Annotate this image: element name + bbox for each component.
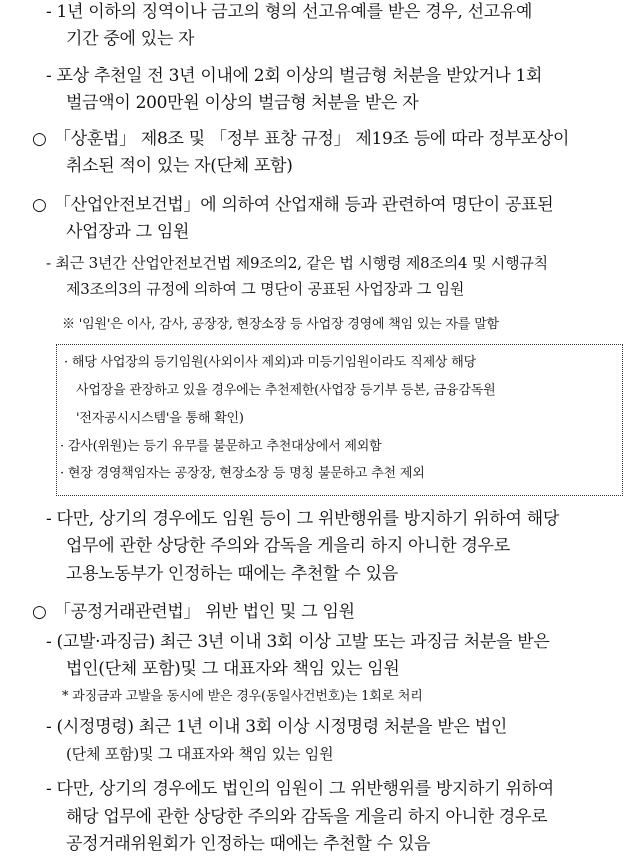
circle-bullet-icon: ○ xyxy=(32,602,47,622)
circle-item-text: 「상훈법」 제8조 및 「정부 표창 규정」 제19조 등에 따라 정부포상이 xyxy=(54,129,570,149)
dash-item-exception-fair-trade-cont2: 공정거래위원회가 인정하는 때에는 추천할 수 있음 xyxy=(66,834,431,854)
dash-item-exception-fair-trade-cont: 해당 업무에 관한 상당한 주의와 감독을 게을리 하지 아니한 경우로 xyxy=(66,807,548,827)
dash-item-penalty-cont: 법인(단체 포함)및 그 대표자와 책임 있는 임원 xyxy=(66,659,400,679)
dash-item-exception-labor-cont2: 고용노동부가 인정하는 때에는 추천할 수 있음 xyxy=(66,564,398,584)
dash-item-suspended-sentence-cont: 기간 중에 있는 자 xyxy=(66,29,195,49)
dash-item-correction-order-cont: (단체 포함)및 그 대표자와 책임 있는 임원 xyxy=(66,745,334,763)
dash-item-exception-fair-trade: - 다만, 상기의 경우에도 법인의 임원이 그 위반행위를 방지하기 위하여 xyxy=(46,779,554,799)
circle-item-industrial-safety-cont: 사업장과 그 임원 xyxy=(66,222,190,242)
circle-bullet-icon: ○ xyxy=(32,129,47,149)
note-officer-definition: ※ '임원'은 이사, 감사, 공장장, 현장소장 등 사업장 경영에 책임 있는 자를 말함 xyxy=(62,317,499,332)
box-item-registered-officers: · 해당 사업장의 등기임원(사외이사 제외)과 미등기임원이라도 직제상 해당 xyxy=(64,355,476,370)
circle-item-text: 「공정거래관련법」 위반 법인 및 그 임원 xyxy=(54,602,355,622)
circle-item-industrial-safety xyxy=(32,197,553,214)
dash-item-published-list: - 최근 3년간 산업안전보건법 제9조의2, 같은 법 시행령 제8조의4 및 시행규칙 xyxy=(46,254,548,272)
dash-item-published-list-cont: 제3조의3의 규정에 의하여 그 명단이 공표된 사업장과 그 임원 xyxy=(66,280,465,298)
circle-item-decoration-law xyxy=(32,131,569,148)
circle-item-decoration-law-cont: 취소된 적이 있는 자(단체 포함) xyxy=(66,156,293,176)
dash-item-exception-labor: - 다만, 상기의 경우에도 임원 등이 그 위반행위를 방지하기 위하여 해당 xyxy=(46,509,560,529)
box-item-registered-officers-cont2: '전자공시시스템'을 통해 확인) xyxy=(76,411,244,426)
dash-item-correction-order: - (시정명령) 최근 1년 이내 3회 이상 시정명령 처분을 받은 법인 xyxy=(46,717,507,737)
circle-bullet-icon: ○ xyxy=(32,195,47,215)
circle-item-text: 「산업안전보건법」에 의하여 산업재해 등과 관련하여 명단이 공표된 xyxy=(54,195,554,215)
box-item-site-manager: · 현장 경영책임자는 공장장, 현장소장 등 명칭 불문하고 추천 제외 xyxy=(60,466,425,481)
dash-item-exception-labor-cont: 업무에 관한 상당한 주의와 감독을 게을리 하지 아니한 경우로 xyxy=(66,536,510,556)
dash-item-fines-cont: 벌금액이 200만원 이상의 벌금형 처분을 받은 자 xyxy=(66,93,419,113)
box-item-registered-officers-cont: 사업장을 관장하고 있을 경우에는 추천제한(사업장 등기부 등본, 금융감독원 xyxy=(76,383,496,398)
note-penalty-count: * 과징금과 고발을 동시에 받은 경우(동일사건번호)는 1회로 처리 xyxy=(62,689,423,704)
dash-item-penalty: - (고발·과징금) 최근 3년 이내 3회 이상 고발 또는 과징금 처분을 받은 xyxy=(46,632,550,652)
circle-item-fair-trade xyxy=(32,604,355,621)
dash-item-fines: - 포상 추천일 전 3년 이내에 2회 이상의 벌금형 처분을 받았거나 1회 xyxy=(46,66,543,86)
dash-item-suspended-sentence: - 1년 이하의 징역이나 금고의 형의 선고유예를 받은 경우, 선고유예 xyxy=(46,2,533,22)
box-item-auditor: · 감사(위원)는 등기 유무를 불문하고 추천대상에서 제외함 xyxy=(60,439,382,454)
